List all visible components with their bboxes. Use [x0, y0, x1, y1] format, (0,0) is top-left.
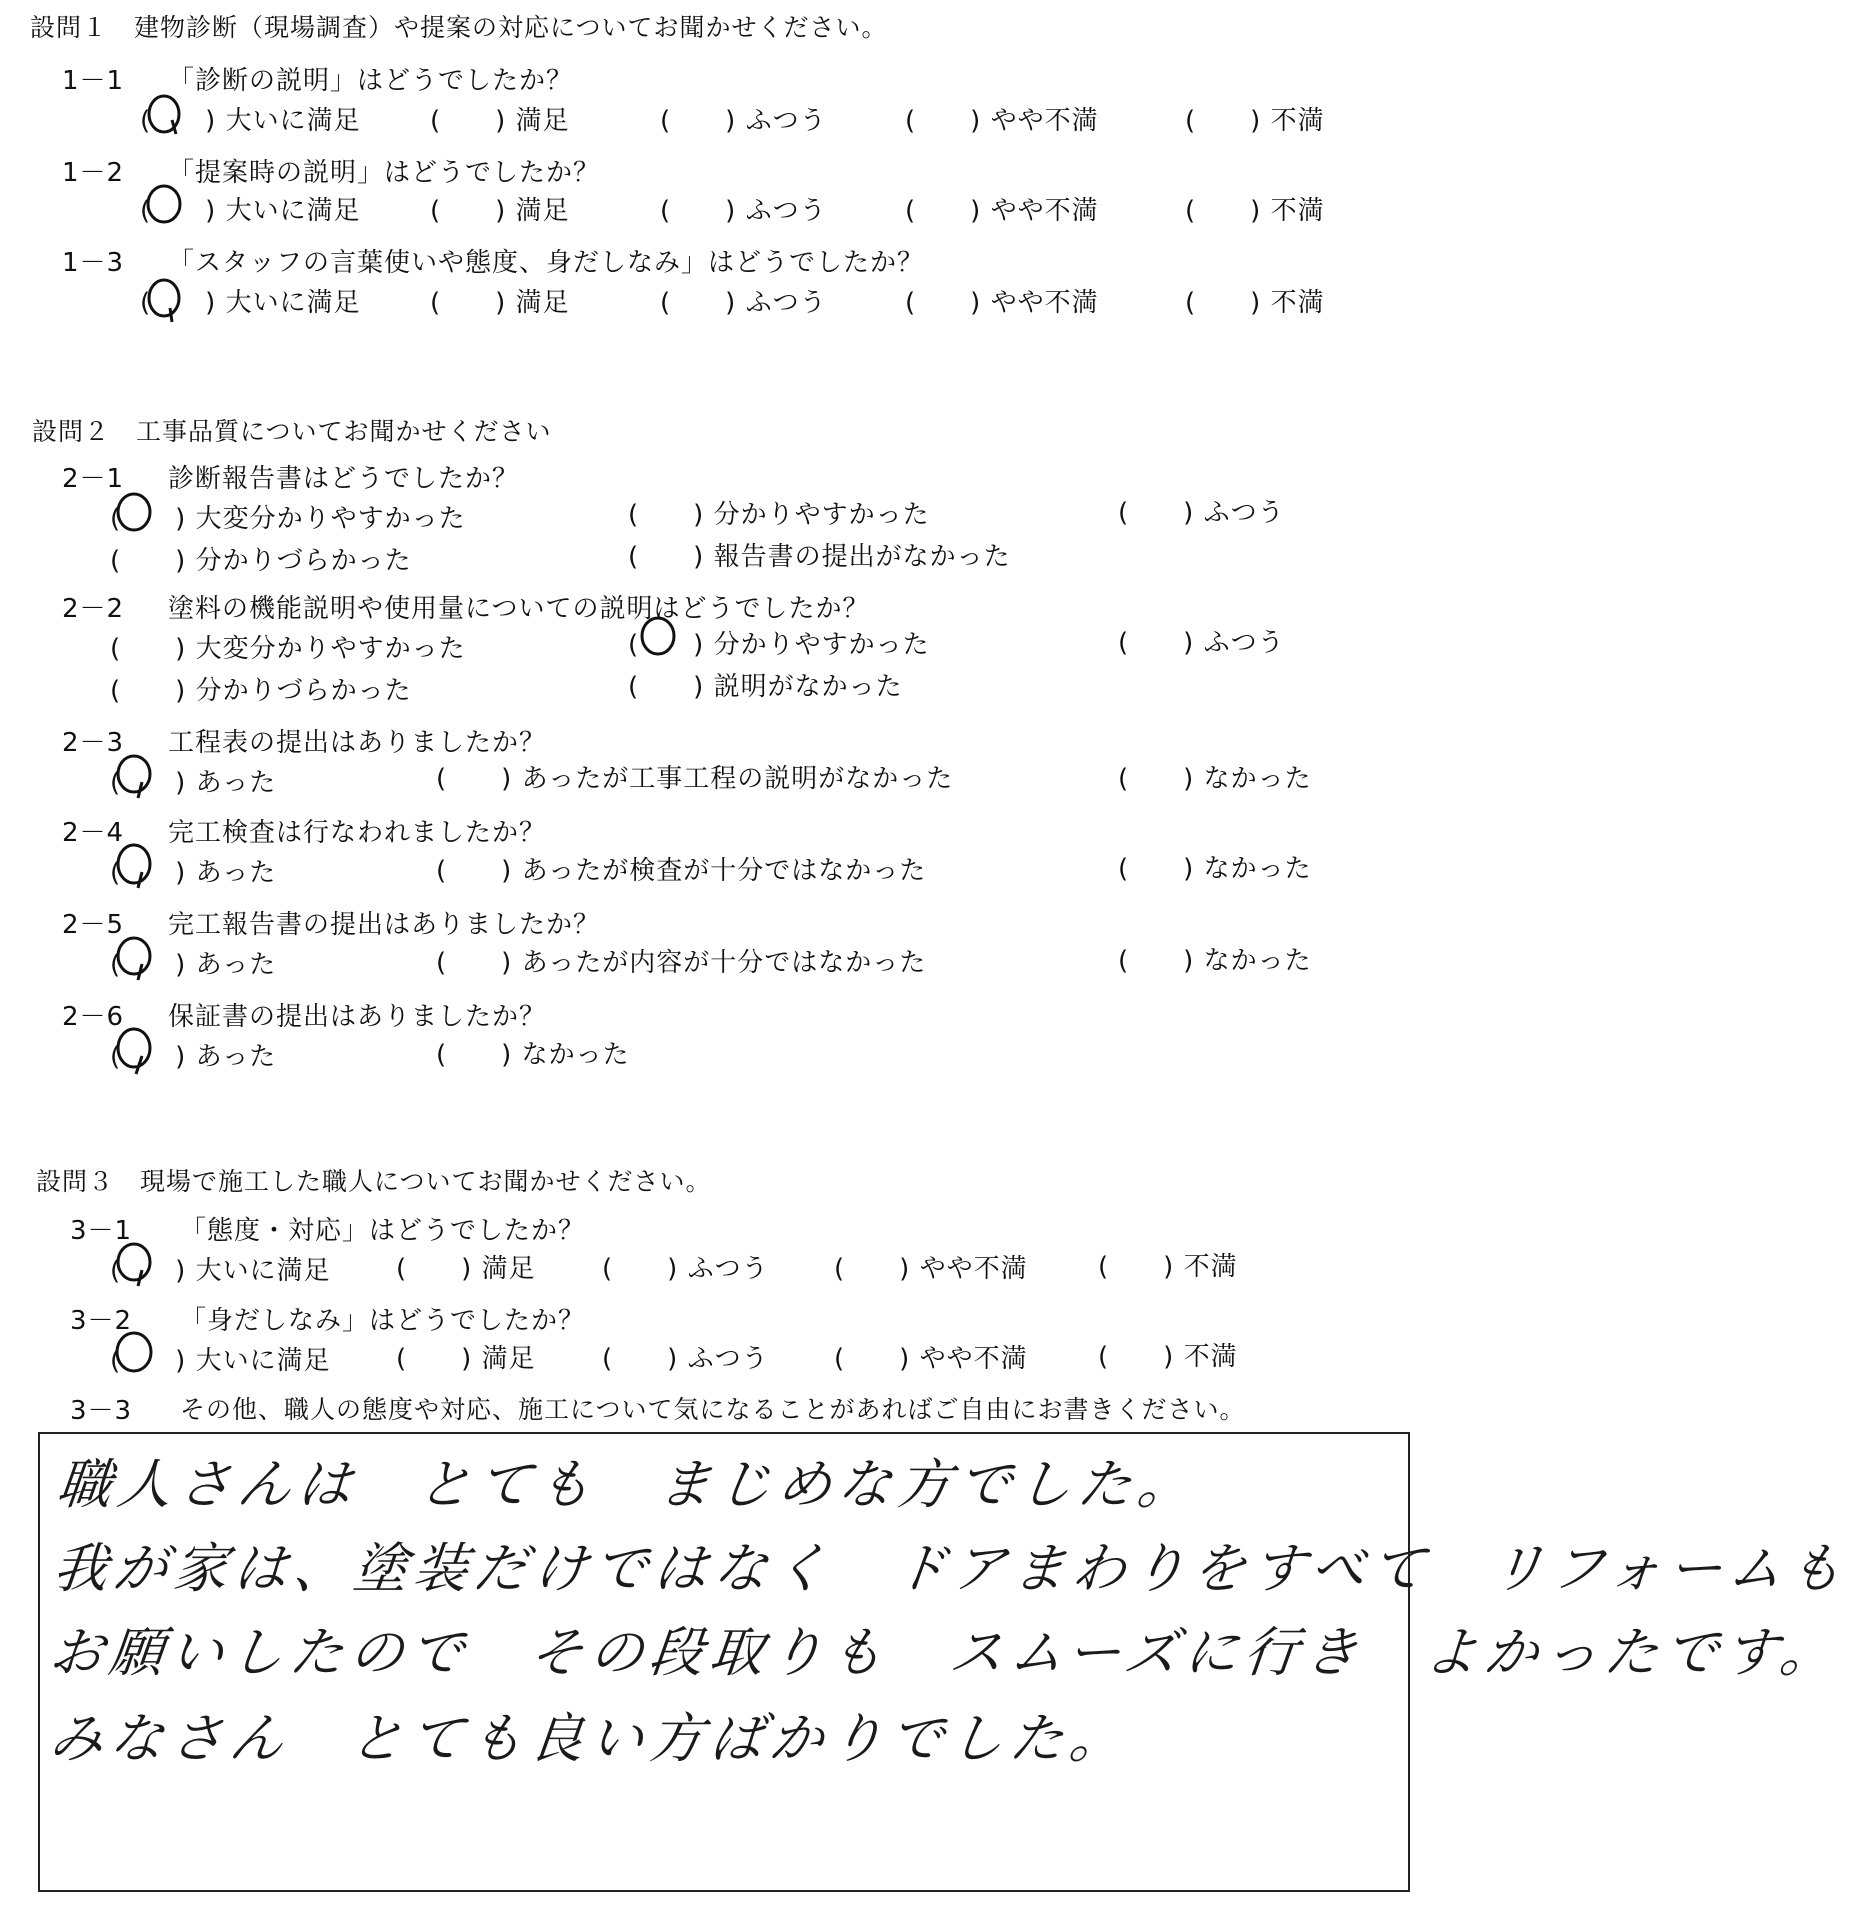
q1-3-option-1-label: 大いに満足 — [225, 288, 361, 318]
q1-2-option-1[interactable]: ( ) 大いに満足 — [140, 196, 361, 226]
q2-3-option-1[interactable]: ( ) あった — [110, 768, 277, 798]
q1-1-option-3[interactable]: ( ) ふつう — [660, 106, 827, 136]
q2-4-option-3[interactable]: ( ) なかった — [1118, 854, 1312, 884]
q1-3-option-5-label: 不満 — [1270, 288, 1325, 318]
q2-4-option-2-label: あったが検査が十分ではなかった — [521, 856, 927, 886]
selected-mark-q2-6 — [112, 1024, 156, 1076]
q1-1-number: 1－1 — [62, 66, 125, 96]
selected-mark-q3-2 — [112, 1330, 156, 1376]
q1-2-option-3-label: ふつう — [745, 196, 827, 226]
q1-1-option-5-label: 不満 — [1270, 106, 1325, 136]
q2-4-question: 完工検査は行なわれましたか？ — [168, 818, 547, 848]
q1-2-option-5-label: 不満 — [1270, 196, 1325, 226]
q1-1-option-4-label: やや不満 — [990, 106, 1099, 136]
q3-1-option-2[interactable]: ( ) 満足 — [396, 1254, 536, 1284]
q3-1-option-1-label: 大いに満足 — [195, 1256, 331, 1286]
free-comment-box[interactable] — [38, 1432, 1852, 1892]
q1-1-option-2-label: 満足 — [515, 106, 570, 136]
q1-3-option-2[interactable]: ( ) 満足 — [430, 288, 570, 318]
selected-mark-q1-1 — [142, 92, 186, 138]
q2-3-number: 2－3 — [62, 728, 125, 758]
q1-2-option-3[interactable]: ( ) ふつう — [660, 196, 827, 226]
q3-1-option-2-label: 満足 — [481, 1254, 536, 1284]
q3-2-option-2-label: 満足 — [481, 1344, 536, 1374]
q1-1-option-5[interactable]: ( ) 不満 — [1185, 106, 1325, 136]
q3-2-option-3-label: ふつう — [687, 1344, 769, 1374]
q1-2-option-5[interactable]: ( ) 不満 — [1185, 196, 1325, 226]
selected-mark-q1-3 — [142, 276, 186, 326]
q1-3-option-2-label: 満足 — [515, 288, 570, 318]
q1-3-option-4-label: やや不満 — [990, 288, 1099, 318]
q1-3-question: 「スタッフの言葉使いや態度、身だしなみ」はどうでしたか？ — [168, 248, 925, 278]
q2-4-option-1-label: あった — [195, 858, 277, 888]
q2-1-option-1[interactable]: ( ) 大変分かりやすかった — [110, 504, 466, 534]
q2-1-option-3[interactable]: ( ) ふつう — [1118, 498, 1285, 528]
q2-2-option-4[interactable]: ( ) 分かりづらかった — [110, 676, 412, 706]
q2-5-option-2[interactable]: ( ) あったが内容が十分ではなかった — [436, 948, 927, 978]
q2-6-option-1[interactable]: ( ) あった — [110, 1042, 277, 1072]
q1-3-option-5[interactable]: ( ) 不満 — [1185, 288, 1325, 318]
q2-3-question: 工程表の提出はありましたか？ — [168, 728, 547, 758]
q2-1-question: 診断報告書はどうでしたか？ — [168, 464, 520, 494]
selected-mark-q2-2 — [636, 614, 680, 660]
q3-3-question: その他、職人の態度や対応、施工について気になることがあればご自由にお書きください。 — [180, 1395, 1246, 1424]
q2-2-option-1-label: 大変分かりやすかった — [195, 634, 466, 664]
comment-line-3: お願いしたので その段取りも スムーズに行き よかったです。 — [46, 1621, 1844, 1684]
q2-6-question: 保証書の提出はありましたか？ — [168, 1002, 547, 1032]
q3-1-option-1[interactable]: ( ) 大いに満足 — [110, 1256, 331, 1286]
q1-2-option-1-label: 大いに満足 — [225, 196, 361, 226]
q2-6-option-2-label: なかった — [521, 1040, 630, 1070]
q1-2-question: 「提案時の説明」はどうでしたか？ — [168, 158, 601, 188]
q2-3-option-2-label: あったが工事工程の説明がなかった — [521, 764, 954, 794]
q3-2-option-5[interactable]: ( ) 不満 — [1098, 1342, 1238, 1372]
q1-3-option-1[interactable]: ( ) 大いに満足 — [140, 288, 361, 318]
q3-2-option-5-label: 不満 — [1183, 1342, 1238, 1372]
q2-1-option-5-label: 報告書の提出がなかった — [713, 542, 1011, 572]
q3-1-option-4[interactable]: ( ) やや不満 — [834, 1254, 1028, 1284]
q2-5-option-1[interactable]: ( ) あった — [110, 950, 277, 980]
q1-2-option-2-label: 満足 — [515, 196, 570, 226]
q3-1-number: 3－1 — [70, 1216, 133, 1246]
q3-2-option-1[interactable]: ( ) 大いに満足 — [110, 1346, 331, 1376]
q2-5-option-2-label: あったが内容が十分ではなかった — [521, 948, 927, 978]
q3-title: 設問３ 現場で施工した職人についてお聞かせください。 — [36, 1167, 712, 1196]
q3-2-question: 「身だしなみ」はどうでしたか？ — [180, 1306, 586, 1336]
q3-2-option-4[interactable]: ( ) やや不満 — [834, 1344, 1028, 1374]
q2-3-option-2[interactable]: ( ) あったが工事工程の説明がなかった — [436, 764, 954, 794]
selected-mark-q1-2 — [142, 182, 186, 228]
q1-2-option-4[interactable]: ( ) やや不満 — [905, 196, 1099, 226]
q2-2-option-5-label: 説明がなかった — [713, 672, 903, 702]
q2-4-option-3-label: なかった — [1203, 854, 1312, 884]
q1-3-option-3-label: ふつう — [745, 288, 827, 318]
q3-1-option-5-label: 不満 — [1183, 1252, 1238, 1282]
q1-1-question: 「診断の説明」はどうでしたか？ — [168, 66, 574, 96]
q1-1-option-2[interactable]: ( ) 満足 — [430, 106, 570, 136]
q1-3-option-4[interactable]: ( ) やや不満 — [905, 288, 1099, 318]
q1-2-option-4-label: やや不満 — [990, 196, 1099, 226]
selected-mark-q2-4 — [112, 840, 156, 890]
q1-3-number: 1－3 — [62, 248, 125, 278]
q2-6-option-1-label: あった — [195, 1042, 277, 1072]
q2-3-option-3[interactable]: ( ) なかった — [1118, 764, 1312, 794]
q2-4-number: 2－4 — [62, 818, 125, 848]
q1-1-option-1-label: 大いに満足 — [225, 106, 361, 136]
q3-2-option-1-label: 大いに満足 — [195, 1346, 331, 1376]
selected-mark-q2-3 — [112, 752, 156, 802]
q2-4-option-1[interactable]: ( ) あった — [110, 858, 277, 888]
q1-1-option-1[interactable]: ( ) 大いに満足 — [140, 106, 361, 136]
q2-3-option-1-label: あった — [195, 768, 277, 798]
q2-6-option-2[interactable]: ( ) なかった — [436, 1040, 630, 1070]
q1-2-number: 1－2 — [62, 158, 125, 188]
selected-mark-q2-1 — [112, 490, 156, 536]
q2-4-option-2[interactable]: ( ) あったが検査が十分ではなかった — [436, 856, 927, 886]
comment-line-4: みなさん とても良い方ばかりでした。 — [46, 1707, 1133, 1770]
q2-1-number: 2－1 — [62, 464, 125, 494]
q3-1-option-4-label: やや不満 — [919, 1254, 1028, 1284]
q2-5-option-3-label: なかった — [1203, 946, 1312, 976]
q3-1-option-3[interactable]: ( ) ふつう — [602, 1254, 769, 1284]
q2-1-option-4-label: 分かりづらかった — [195, 546, 412, 576]
q3-2-option-3[interactable]: ( ) ふつう — [602, 1344, 769, 1374]
q2-1-option-2[interactable]: ( ) 分かりやすかった — [628, 500, 930, 530]
q2-5-option-1-label: あった — [195, 950, 277, 980]
q2-5-number: 2－5 — [62, 910, 125, 940]
selected-mark-q3-1 — [112, 1240, 156, 1290]
q3-1-question: 「態度・対応」はどうでしたか？ — [180, 1216, 586, 1246]
q1-1-option-4[interactable]: ( ) やや不満 — [905, 106, 1099, 136]
q2-1-option-5[interactable]: ( ) 報告書の提出がなかった — [628, 542, 1011, 572]
q3-3-number: 3－3 — [70, 1396, 133, 1426]
q1-3-option-3[interactable]: ( ) ふつう — [660, 288, 827, 318]
q1-title: 設問１ 建物診断（現場調査）や提案の対応についてお聞かせください。 — [30, 13, 888, 42]
q1-2-option-2[interactable]: ( ) 満足 — [430, 196, 570, 226]
q2-2-option-2-label: 分かりやすかった — [713, 630, 930, 660]
q2-1-option-1-label: 大変分かりやすかった — [195, 504, 466, 534]
q2-2-option-3[interactable]: ( ) ふつう — [1118, 628, 1285, 658]
q2-1-option-3-label: ふつう — [1203, 498, 1285, 528]
comment-line-2: 我が家は、塗装だけではなく ドアまわりをすべて リフォームも — [50, 1537, 1852, 1600]
q2-2-question: 塗料の機能説明や使用量についての説明はどうでしたか？ — [168, 594, 870, 624]
q2-2-option-3-label: ふつう — [1203, 628, 1285, 658]
selected-mark-q2-5 — [112, 934, 156, 984]
q2-2-number: 2－2 — [62, 594, 125, 624]
comment-line-1: 職人さんは とても まじめな方でした。 — [54, 1453, 1201, 1516]
q3-2-option-4-label: やや不満 — [919, 1344, 1028, 1374]
q2-2-option-5[interactable]: ( ) 説明がなかった — [628, 672, 903, 702]
q2-3-option-3-label: なかった — [1203, 764, 1312, 794]
q2-5-question: 完工報告書の提出はありましたか？ — [168, 910, 601, 940]
q3-1-option-5[interactable]: ( ) 不満 — [1098, 1252, 1238, 1282]
q3-1-option-3-label: ふつう — [687, 1254, 769, 1284]
q2-5-option-3[interactable]: ( ) なかった — [1118, 946, 1312, 976]
q2-2-option-4-label: 分かりづらかった — [195, 676, 412, 706]
q2-title: 設問２ 工事品質についてお聞かせください — [32, 417, 552, 446]
q2-1-option-4[interactable]: ( ) 分かりづらかった — [110, 546, 412, 576]
q3-2-option-2[interactable]: ( ) 満足 — [396, 1344, 536, 1374]
q2-1-option-2-label: 分かりやすかった — [713, 500, 930, 530]
q2-6-number: 2－6 — [62, 1002, 125, 1032]
q2-2-option-1[interactable]: ( ) 大変分かりやすかった — [110, 634, 466, 664]
q3-2-number: 3－2 — [70, 1306, 133, 1336]
q1-1-option-3-label: ふつう — [745, 106, 827, 136]
q2-2-option-2[interactable]: ( ) 分かりやすかった — [628, 630, 930, 660]
